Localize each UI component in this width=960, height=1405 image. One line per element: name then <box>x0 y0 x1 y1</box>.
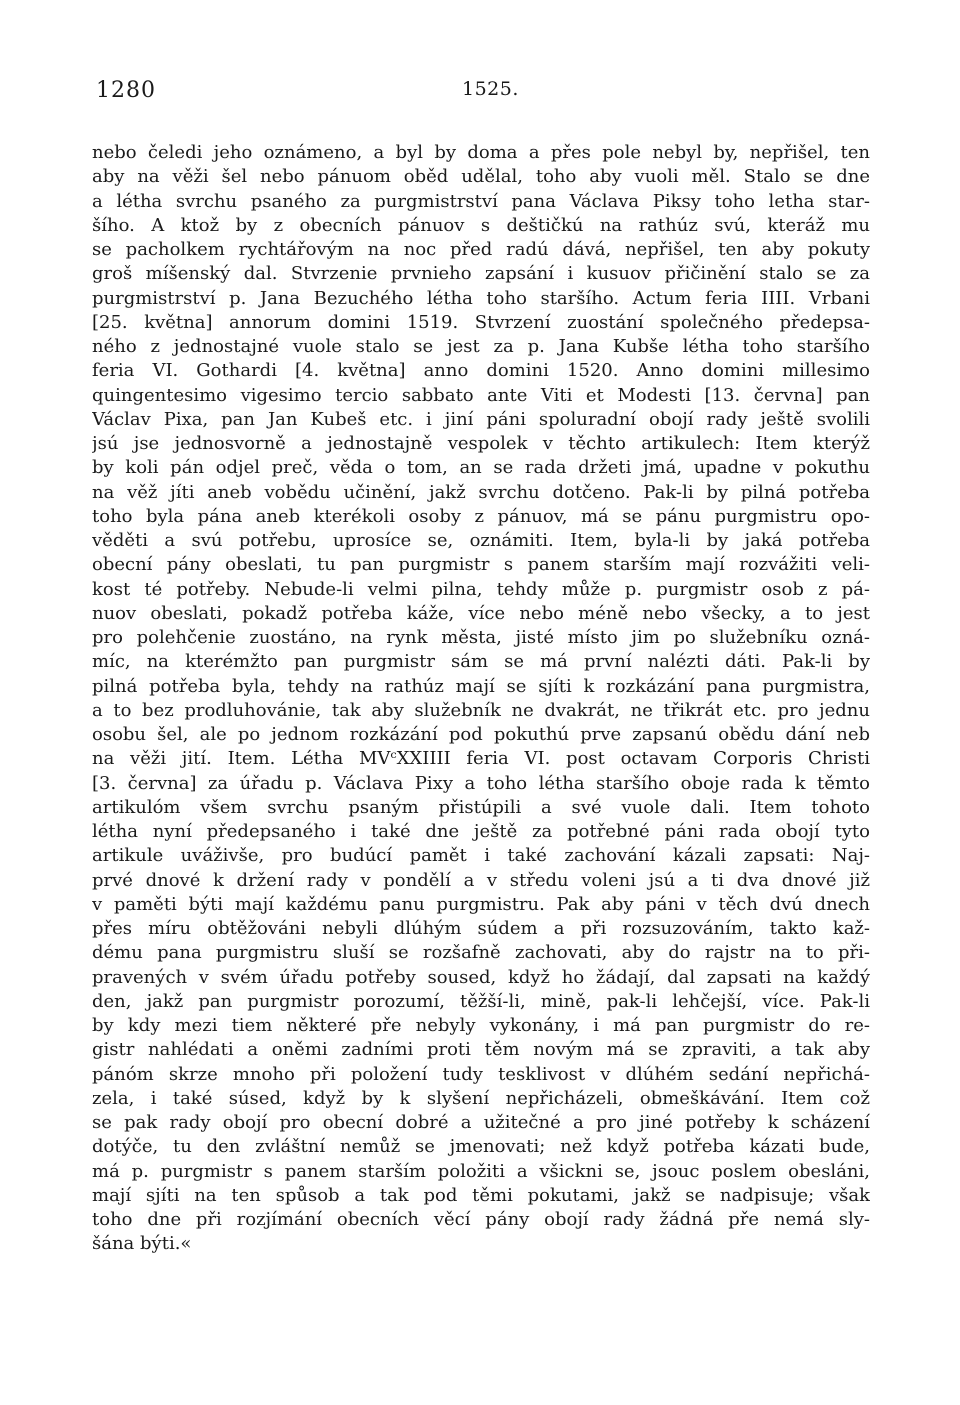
text-line: Václav Pixa, pan Jan Kubeš etc. i jiní páni spoluradní obojí rady ještě svolili <box>92 408 870 430</box>
text-line: [25. května] annorum domini 1519. Stvrzení zuostání společného předepsa- <box>92 311 870 333</box>
text-line: pánóm skrze mnoho při položení tudy tesklivost v dlúhém sedání nepřichá- <box>92 1063 870 1085</box>
text-line: šána býti.« <box>92 1233 192 1255</box>
text-line: a létha svrchu psaného za purgmistrství pana Václava Piksy toho letha star- <box>92 190 870 212</box>
text-line: se pak rady obojí pro obecní dobré a užitečné a pro jiné potřeby k scházení <box>92 1112 870 1133</box>
running-head-year: 1525. <box>462 78 519 100</box>
text-line: quingentesimo vigesimo tercio sabbato ante Viti et Modesti [13. června] pan <box>92 384 870 406</box>
text-line: přes míru obtěžováni nebyli dlúhým súdem a při rozsuzováním, takto kaž- <box>92 918 870 939</box>
text-line: míc, na kterémžto pan purgmistr sám se má první nalézti dáti. Pak-li by <box>92 651 870 673</box>
text-line: a to bez prodluhovánie, tak aby služebník ne dvakrát, ne třikrát etc. pro jednu <box>92 699 870 721</box>
text-line: gistr nahlédati a oněmi zadními proti těm novým má se zpraviti, a tak aby <box>92 1039 870 1061</box>
text-line: dotýče, tu den zvláštní nemůž se jmenovati; než když potřeba kázati bude, <box>92 1136 870 1158</box>
text-line: zela, i také súsed, když by k slyšení nepřicházeli, obmeškávání. Item což <box>92 1087 870 1109</box>
text-line: na věž jíti aneb vobědu učinění, jakž svrchu dotčeno. Pak-li by pilná potřeba <box>92 481 870 503</box>
text-line: na věži jití. Item. Létha MVᶜXXIIII feria VI. post octavam Corporis Christi <box>92 748 870 770</box>
text-line: pravených v svém úřadu potřeby soused, když ho žádají, dal zapsati na každý <box>92 966 870 988</box>
text-line: osobu šel, ale po jednom rozkázání pod pokuthú prve zapsanú obědu dání neb <box>92 724 870 745</box>
text-line: pro polehčenie zuostáno, na rynk města, jisté místo jim po služebníku ozná- <box>92 627 870 648</box>
text-line: věděti a svú potřebu, uprosíce se, oznámiti. Item, byla-li by jaká potřeba <box>92 530 870 551</box>
text-line: má p. purgmistr s panem starším položiti a všickni se, jsouc poslem obesláni, <box>92 1160 870 1182</box>
text-line: šího. A ktož by z obecních pánuov s deštičkú na rathúz svú, kteráž mu <box>92 214 870 236</box>
text-line: mají sjíti na ten spůsob a tak pod těmi pokutami, jakž se nadpisuje; však <box>92 1184 870 1206</box>
text-line: feria VI. Gothardi [4. května] anno domini 1520. Anno domini millesimo <box>92 360 870 382</box>
text-line: prvé dnové k držení rady v pondělí a v středu voleni jsú a ti dva dnové již <box>92 869 870 891</box>
text-line: jsú jse jednosvorně a jednostajně vespolek v těchto artikulech: Item kterýž <box>92 433 870 454</box>
text-line: artikulóm všem svrchu psaným přistúpili a své vuole dali. Item tohoto <box>92 796 870 818</box>
text-line: ného z jednostajné vuole stalo se jest za p. Jana Kubše létha toho staršího <box>92 336 870 357</box>
text-line: [3. června] za úřadu p. Václava Pixy a toho létha staršího oboje rada k těmto <box>92 772 870 794</box>
text-line: by kdy mezi tiem některé pře nebyly vykonány, i má pan purgmistr do re- <box>92 1015 870 1036</box>
page-number: 1280 <box>96 78 156 103</box>
text-line: toho byla pána aneb kterékoli osoby z pánuov, má se pánu purgmistru opo- <box>92 505 870 527</box>
text-line: nebo čeledi jeho oznámeno, a byl by doma a přes pole nebyl by, nepřišel, ten <box>92 142 870 163</box>
text-line: dému pana purgmistru sluší se rozšafně zachovati, aby do rajstr na to při- <box>92 942 870 964</box>
text-line: purgmistrství p. Jana Bezuchého létha toho staršího. Actum feria IIII. Vrbani <box>92 287 870 309</box>
text-line: nuov obeslati, pokadž potřeba káže, více nebo méně nebo všecky, a to jest <box>92 602 870 624</box>
text-line: se pacholkem rychtářovým na noc před radú dává, nepřišel, ten aby pokuty <box>92 239 870 260</box>
text-line: toho dne při rozjímání obecních věcí pány obojí rady žádná pře nemá sly- <box>92 1209 870 1230</box>
text-line: by koli pán odjel preč, věda o tom, an se rada držeti jmá, upadne v pokuthu <box>92 457 870 479</box>
text-line: den, jakž pan purgmistr porozumí, těžší-li, mině, pak-li lehčejší, více. Pak-li <box>92 990 870 1012</box>
text-line: obecní pány obeslati, tu pan purgmistr s panem starším mají rozvážiti veli- <box>92 554 870 576</box>
body-text <box>92 141 870 1257</box>
text-line: aby na věži šel nebo pánuom oběd udělal, toho aby vuoli měl. Stalo se dne <box>92 166 870 188</box>
text-line: v paměti býti mají každému panu purgmistru. Pak aby páni v těch dvú dnech <box>92 893 870 915</box>
text-line: artikule uváživše, pro budúcí pamět i také zachování kázali zapsati: Naj- <box>92 845 870 867</box>
text-line: kost té potřeby. Nebude-li velmi pilna, tehdy může p. purgmistr osob z pá- <box>92 578 870 600</box>
text-line: groš míšenský dal. Stvrzenie prvnieho zapsání i kusuov přičinění stalo se za <box>92 263 870 285</box>
text-line: pilná potřeba byla, tehdy na rathúz mají se sjíti k rozkázání pana purgmistra, <box>92 675 870 697</box>
text-line: létha nyní předepsaného i také dne ještě za potřebné páni rada obojí tyto <box>92 821 870 842</box>
